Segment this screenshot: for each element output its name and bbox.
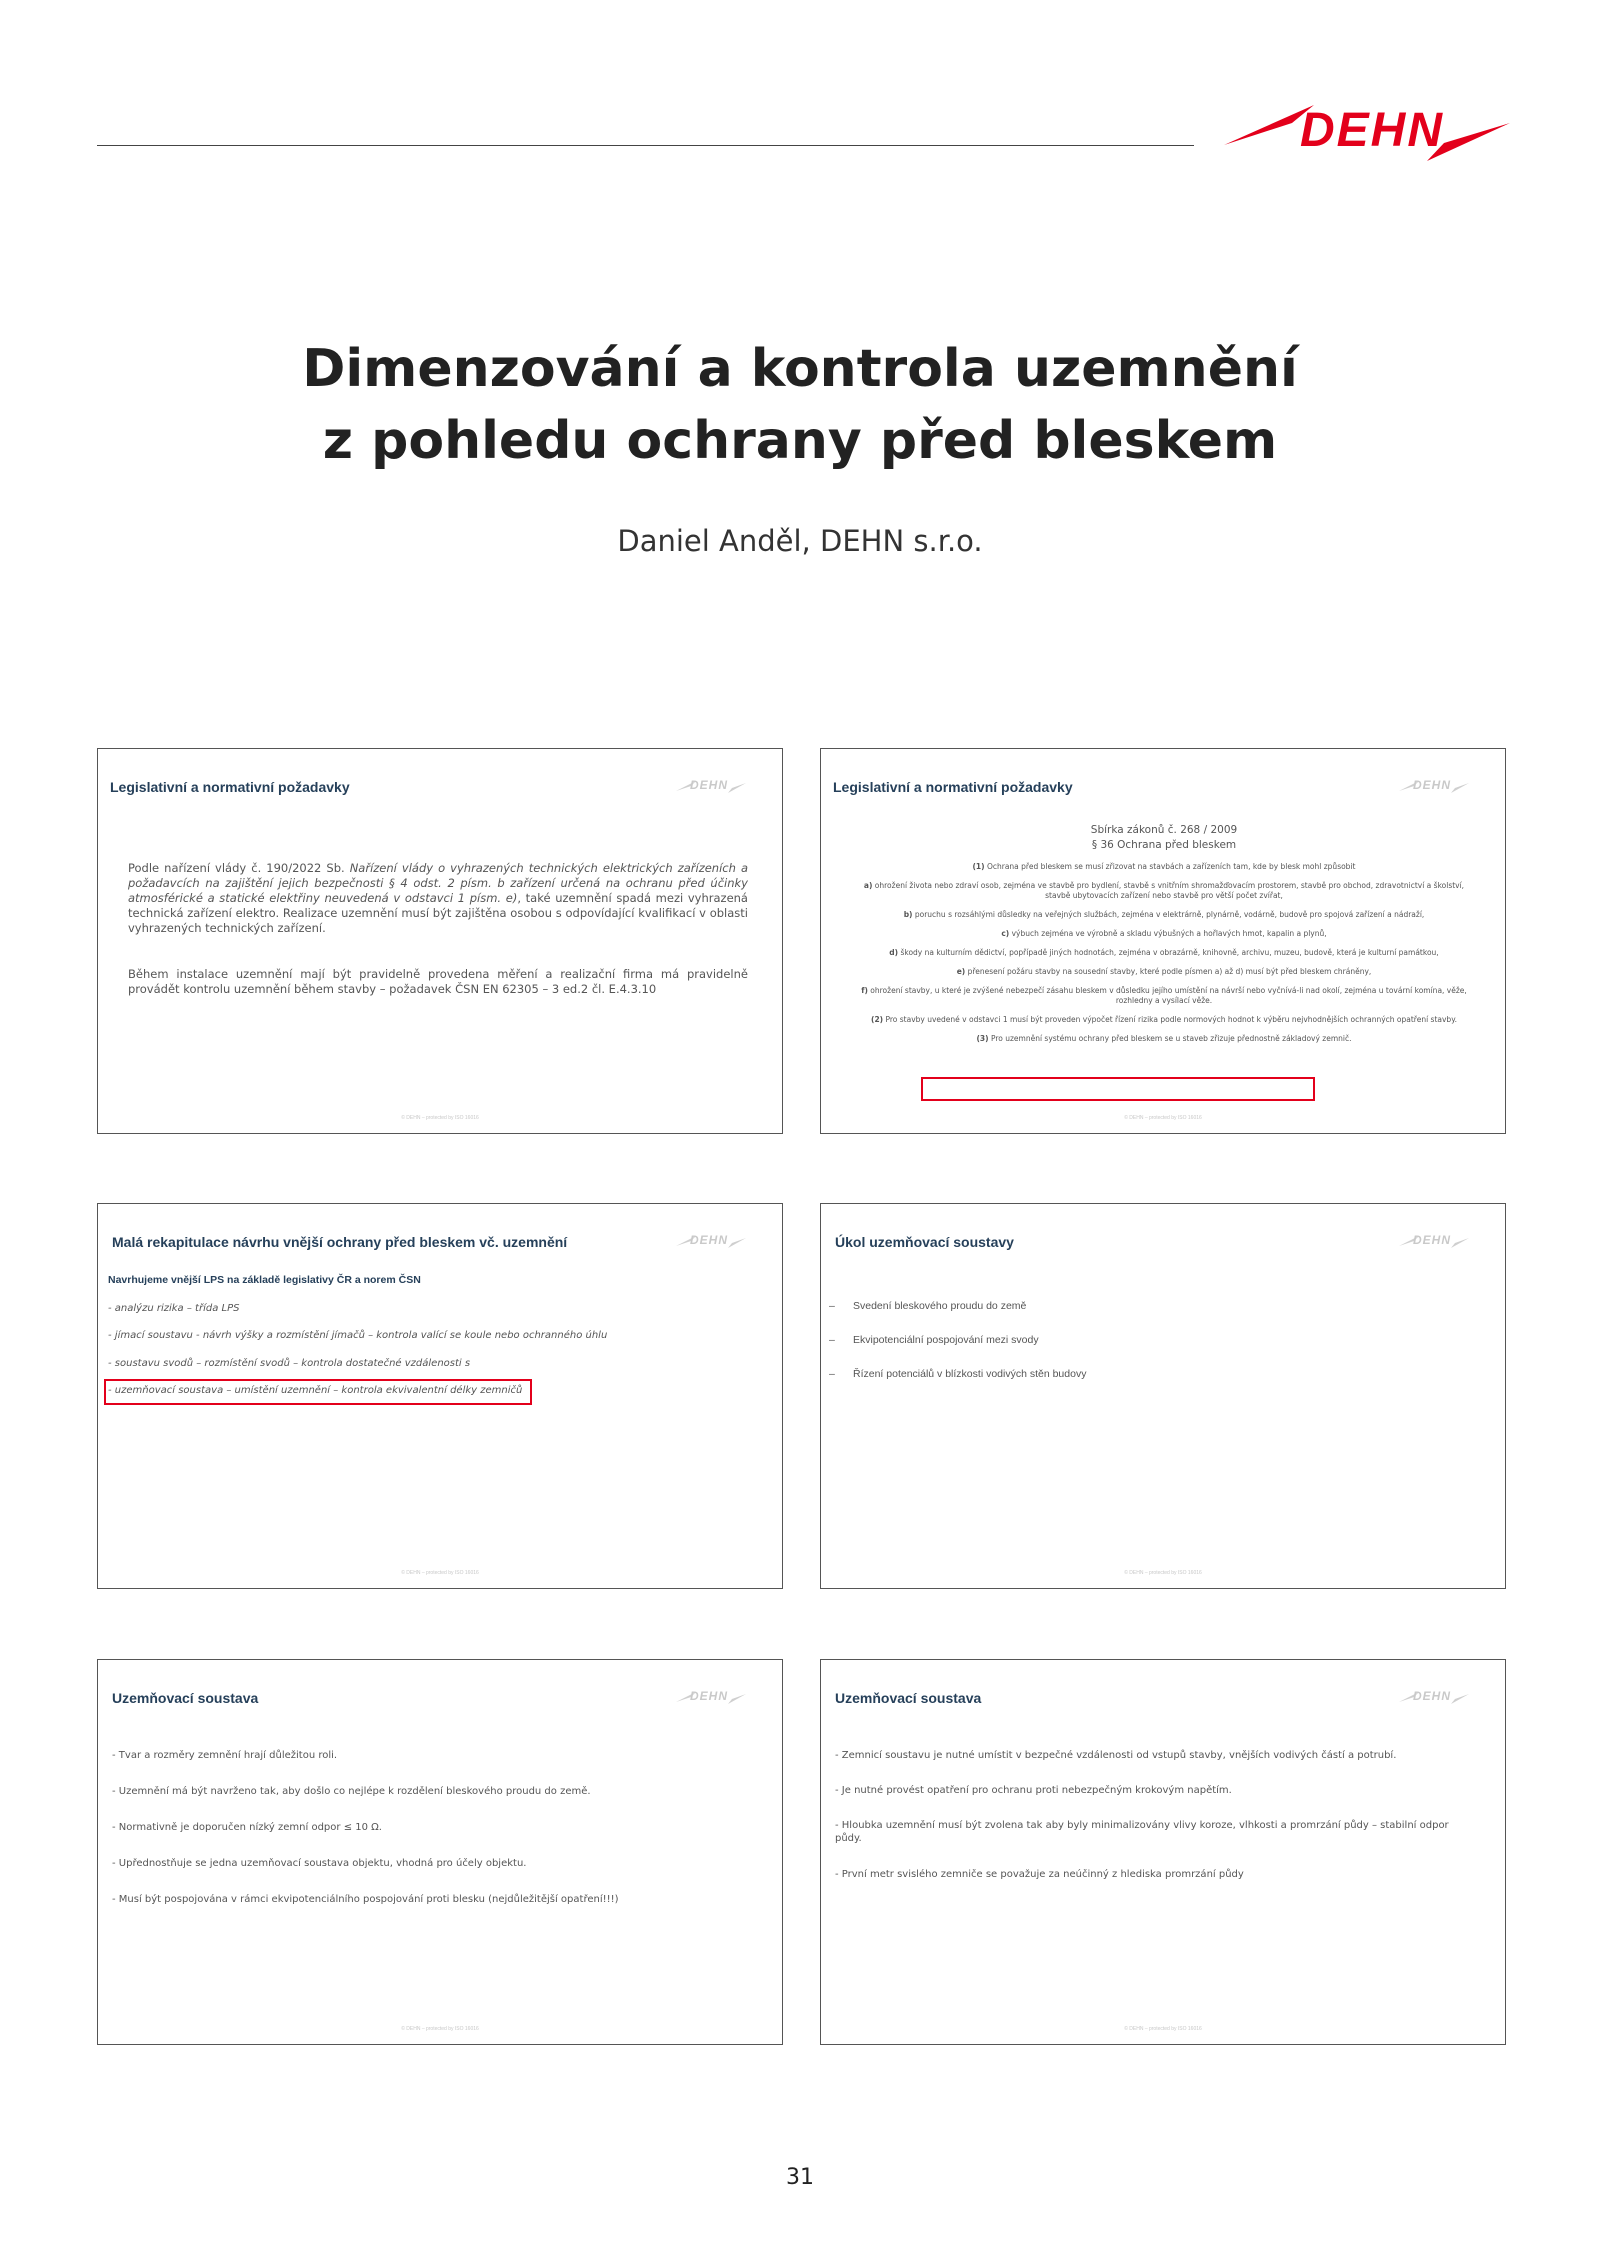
law-item [851, 910, 1477, 920]
slide-title: Uzemňovací soustava [112, 1690, 259, 1706]
slide-logo-text: DEHN [1413, 1233, 1452, 1247]
slide-subtitle: Navrhujeme vnější LPS na základě legislativy ČR a norem ČSN [108, 1274, 421, 1286]
dash: – [829, 1334, 835, 1346]
slide-logo [676, 1232, 746, 1252]
list-item-text: Svedení bleskového proudu do země [853, 1300, 1027, 1312]
law-item-text: výbuch zejména ve výrobně a skladu výbušných a hořlavých hmot, kapalin a plynů, [1009, 929, 1327, 938]
slide-6 [820, 1659, 1506, 2045]
slide-1 [97, 748, 783, 1134]
slide-paragraph-1 [128, 861, 748, 936]
law-item-text: škody na kulturním dědictví, popřípadě jiných hodnotách, zejména v obrazárně, knihovně, archivu, muzeu, budově, která je kulturní památkou, [898, 948, 1439, 957]
slide-logo-text: DEHN [690, 1233, 729, 1247]
list-item-text: Řízení potenciálů v blízkosti vodivých stěn budovy [853, 1368, 1087, 1380]
dash: – [829, 1368, 835, 1380]
slide-4 [820, 1203, 1506, 1589]
list-item: - Upřednostňuje se jedna uzemňovací soustava objektu, vhodná pro účely objektu. [112, 1858, 527, 1869]
slide-title: Uzemňovací soustava [835, 1690, 982, 1706]
slide-logo-text: DEHN [1413, 1689, 1452, 1703]
highlight-box [921, 1077, 1315, 1101]
text-run-italic: Nařízení vlády o vyhrazených technických elektrických zařízeních a požadavcích na zajištění jejich bezpečnosti § 4 odst. 2 písm. b zařízení určená na ochranu před účinky atmosférické a statické elektřiny neuvedená v odstavci 1 písm. e) [128, 861, 748, 905]
slide-footer: © DEHN – protected by ISO 16016 [401, 1115, 479, 1121]
law-item [851, 862, 1477, 872]
list-item: - Tvar a rozměry zemnění hrají důležitou roli. [112, 1750, 338, 1761]
title-line-2: z pohledu ochrany před bleskem [322, 411, 1278, 471]
page-number: 31 [786, 2165, 814, 2190]
slide-logo [676, 1688, 746, 1708]
slide-5 [97, 1659, 783, 2045]
law-item-lead: e) [956, 967, 966, 976]
law-item-lead: c) [1001, 929, 1010, 938]
slide-logo [676, 777, 746, 797]
list-item: - První metr svislého zemniče se považuje za neúčinný z hlediska promrzání půdy [835, 1869, 1244, 1880]
slide-title: Úkol uzemňovací soustavy [835, 1234, 1014, 1250]
slide-logo [1399, 1688, 1469, 1708]
list-item: - uzemňovací soustava – umístění uzemnění – kontrola ekvivalentní délky zemničů [108, 1385, 523, 1396]
law-item-text: Ochrana před bleskem se musí zřizovat na stavbách a zařízeních tam, kde by blesk mohl způsobit [984, 862, 1356, 871]
law-item-text: ohrožení života nebo zdraví osob, zejména ve stavbě pro bydlení, stavbě s vnitřním shromažďovacím prostorem, stavbě pro obchod, zdravotnictví a školství, stavbě ubytovacích zařízení nebo stavbě pro větší počet zvířat, [872, 881, 1465, 900]
slide-title: Legislativní a normativní požadavky [833, 779, 1073, 795]
list-item: - Uzemnění má být navrženo tak, aby došlo co nejlépe k rozdělení bleskového proudu do země. [112, 1786, 591, 1797]
law-item-lead: f) [861, 986, 868, 995]
list-item: - Zemnicí soustavu je nutné umístit v bezpečné vzdálenosti od vstupů stavby, vnějších vodivých částí a potrubí. [835, 1750, 1397, 1761]
slide-title: Legislativní a normativní požadavky [110, 779, 350, 795]
law-item-lead: b) [903, 910, 913, 919]
slide-3 [97, 1203, 783, 1589]
law-item [851, 1015, 1477, 1025]
author: Daniel Anděl, DEHN s.r.o. [617, 524, 983, 558]
law-item-text: poruchu s rozsáhlými důsledky na veřejných službách, zejména v elektrárně, plynárně, vodárně, budově pro spojová zařízení a nádraží, [912, 910, 1425, 919]
list-item: - jímací soustavu - návrh výšky a rozmístění jímačů – kontrola valící se koule nebo ochranného úhlu [108, 1330, 608, 1341]
law-item-lead: (2) [871, 1015, 884, 1024]
law-item-text: Pro uzemnění systému ochrany před bleskem se u staveb zřizuje přednostně základový zemnič. [988, 1034, 1352, 1043]
list-item: - Hloubka uzemnění musí být zvolena tak aby byly minimalizovány vlivy koroze, vlhkosti a promrzání půdy – stabilní odpor půdy. [835, 1820, 1449, 1844]
slide-logo [1399, 1232, 1469, 1252]
list-item [829, 1300, 1026, 1312]
slide-footer: © DEHN – protected by ISO 16016 [401, 1570, 479, 1576]
title-line-1: Dimenzování a kontrola uzemnění [302, 339, 1298, 399]
law-item-highlighted [851, 1034, 1477, 1044]
slide-footer: © DEHN – protected by ISO 16016 [1124, 1570, 1202, 1576]
slide-paragraph-2: Během instalace uzemnění mají být pravidelně provedena měření a realizační firma má pravidelně provádět kontrolu uzemnění během stavby – požadavek ČSN EN 62305 – 3 ed.2 čl. E.4.3.10 [128, 967, 748, 996]
text-run: Podle nařízení vlády č. 190/2022 Sb. [128, 861, 350, 875]
logo-text: DEHN [1300, 104, 1445, 157]
text-run: , také uzemnění spadá mezi vyhrazená technická zařízení elektro. Realizace uzemnění musí být zajištěna osobou s odpovídající kvalifikací v oblasti vyhrazených technických zařízení. [128, 891, 748, 935]
law-item-lead: d) [889, 948, 899, 957]
slide-footer: © DEHN – protected by ISO 16016 [1124, 1115, 1202, 1121]
law-item-lead: (3) [976, 1034, 989, 1043]
slide-title: Malá rekapitulace návrhu vnější ochrany před bleskem vč. uzemnění [112, 1234, 568, 1250]
slide-logo [1399, 777, 1469, 797]
slide-footer: © DEHN – protected by ISO 16016 [401, 2026, 479, 2032]
list-item [829, 1334, 1039, 1346]
highlight-box [104, 1379, 532, 1405]
law-item [851, 881, 1477, 901]
law-item-text: Pro stavby uvedené v odstavci 1 musí být proveden výpočet řízení rizika podle normových hodnot k výběru nejvhodnějších ochranných opatření stavby. [883, 1015, 1457, 1024]
dash: – [829, 1300, 835, 1312]
law-item [851, 948, 1477, 958]
list-item: - Normativně je doporučen nízký zemní odpor ≤ 10 Ω. [112, 1822, 382, 1833]
law-item [851, 967, 1477, 977]
list-item-text: Ekvipotenciální pospojování mezi svody [853, 1334, 1039, 1346]
list-item: - soustavu svodů – rozmístění svodů – kontrola dostatečné vzdálenosti s [108, 1358, 471, 1369]
slide-logo-text: DEHN [1413, 778, 1452, 792]
list-item: - analýzu rizika – třída LPS [108, 1303, 240, 1314]
law-text [851, 823, 1477, 1044]
law-item [851, 929, 1477, 939]
slide-2 [820, 748, 1506, 1134]
law-item-lead: (1) [972, 862, 985, 871]
law-item-text: ohrožení stavby, u které je zvýšené nebezpečí zásahu bleskem v důsledku jejího umístění na návrší nebo vyčnívá-li nad okolí, zejména u tovární komína, věže, rozhledny a vysílací věže. [867, 986, 1467, 1005]
header-rule [97, 145, 1194, 146]
law-heading-2: § 36 Ochrana před bleskem [1091, 839, 1237, 851]
list-item: - Je nutné provést opatření pro ochranu proti nebezpečným krokovým napětím. [835, 1785, 1232, 1796]
slide-logo-text: DEHN [690, 778, 729, 792]
law-item-text: přenesení požáru stavby na sousední stavby, které podle písmen a) až d) musí být před bleskem chráněny, [965, 967, 1372, 976]
law-item [851, 986, 1477, 1006]
list-item: - Musí být pospojována v rámci ekvipotenciálního pospojování proti blesku (nejdůležitější opatření!!!) [112, 1894, 619, 1905]
slide-logo-text: DEHN [690, 1689, 729, 1703]
slide-footer: © DEHN – protected by ISO 16016 [1124, 2026, 1202, 2032]
dehn-logo [1222, 93, 1512, 173]
law-item-lead: a) [863, 881, 873, 890]
law-heading-1: Sbírka zákonů č. 268 / 2009 [1090, 824, 1238, 836]
page-title [0, 333, 1600, 477]
list-item [829, 1368, 1086, 1380]
